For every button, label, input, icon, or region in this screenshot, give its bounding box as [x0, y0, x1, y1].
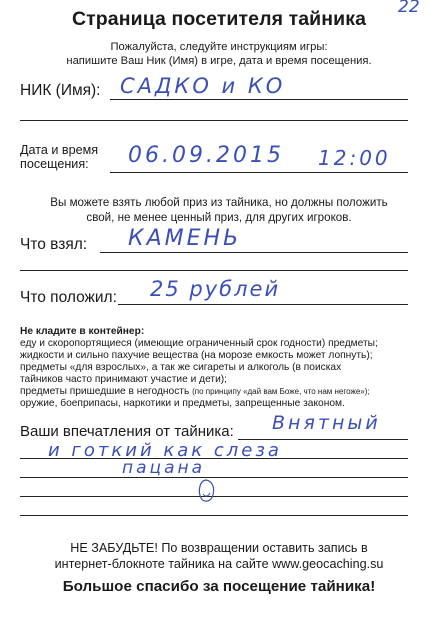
took-line — [100, 252, 408, 253]
date-label-line-2: посещения: — [20, 157, 89, 171]
rules-line: жидкости и сильно пахучие вещества (на морозе емкость может лопнуть); — [20, 350, 373, 361]
footer-line-2: интернет-блокноте тайника на сайте www.geocaching.su — [54, 557, 384, 571]
impressions-label: Ваши впечатления от тайника: — [20, 423, 234, 440]
impressions-handwriting-3: пацана — [122, 458, 206, 478]
took-line-extra — [20, 270, 408, 271]
prize-note-line-2: свой, не менее ценный приз, для других игроков. — [86, 211, 352, 224]
nick-line — [110, 99, 408, 100]
rules-line: предметы пришедшие в негодность (по принципу «дай вам Боже, что нам негоже»); — [20, 386, 370, 397]
rules-line: предметы «для взрослых», а так же сигареты и алкоголь (в поисках — [20, 362, 342, 373]
date-label-line-1: Дата и время — [20, 143, 99, 157]
put-line — [118, 304, 408, 305]
took-handwriting: КАМЕНЬ — [128, 226, 242, 251]
instructions-line-1: Пожалуйста, следуйте инструкциям игры: — [110, 41, 328, 53]
page-title: Страница посетителя тайника — [71, 8, 367, 30]
nick-label: НИК (Имя): — [20, 82, 101, 99]
instructions-line-2: напишите Ваш Ник (Имя) в игре, дата и время посещения. — [66, 55, 372, 67]
put-label: Что положил: — [20, 289, 117, 306]
rules-line: оружие, боеприпасы, наркотики и предметы, запрещенные законом. — [20, 398, 345, 409]
impressions-line-5 — [20, 515, 408, 516]
page-number: 22 — [398, 0, 420, 17]
impressions-handwriting-1: Внятный — [272, 412, 381, 434]
rules-line: тайников часто принимают участие и дети); — [20, 374, 227, 385]
footer-line-1: НЕ ЗАБУДЬТЕ! По возвращении оставить запись в — [70, 541, 368, 555]
took-label: Что взял: — [20, 236, 88, 253]
date-line — [110, 172, 408, 173]
put-handwriting: 25 рублей — [150, 277, 281, 301]
prize-note-line-1: Вы можете взять любой приз из тайника, но должны положить — [50, 196, 388, 209]
rules-block — [20, 326, 425, 410]
rules-line: еду и скоропортящиеся (имеющие ограниченный срок годности) предметы; — [20, 338, 378, 349]
impressions-handwriting-2: и готкий как слеза — [48, 440, 282, 461]
date-handwriting: 06.09.2015 — [128, 143, 284, 168]
thanks-text: Большое спасибо за посещение тайника! — [62, 578, 376, 595]
rules-heading: Не кладите в контейнер: — [20, 326, 145, 337]
nick-handwriting: САДКО и КО — [120, 74, 286, 98]
time-handwriting: 12:00 — [318, 146, 391, 170]
impressions-line-2 — [20, 458, 408, 459]
nick-line-extra — [20, 120, 408, 121]
smiley-doodle-icon — [196, 478, 216, 504]
